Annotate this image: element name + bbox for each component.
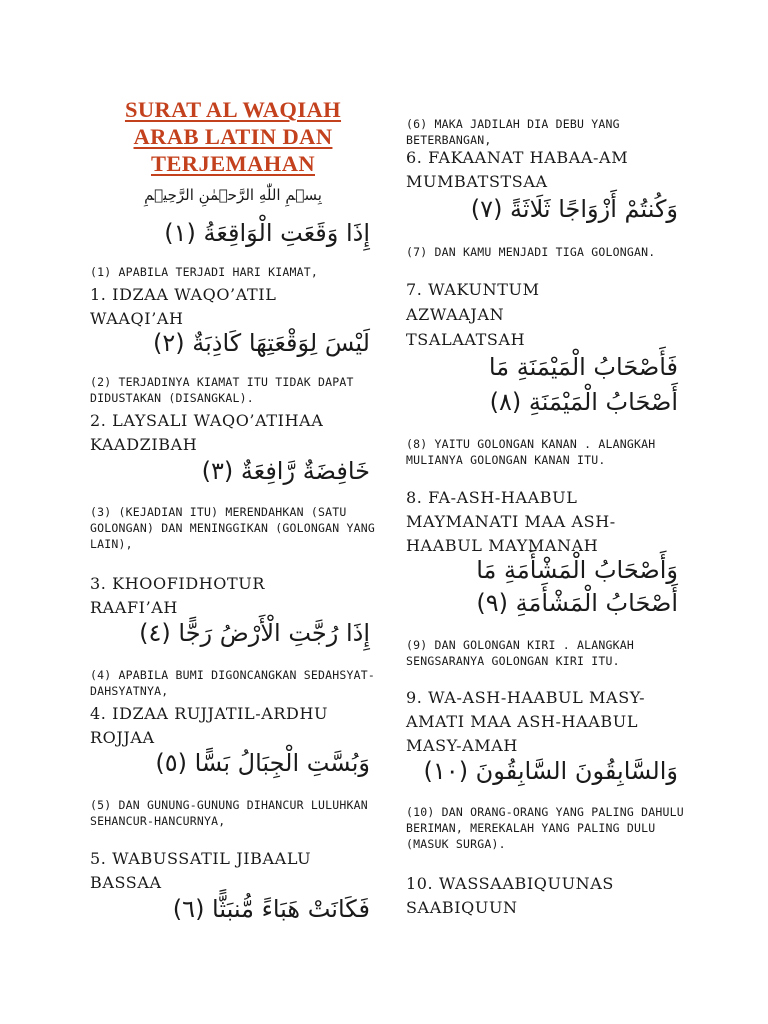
verse-6-latin: 6. FAKAANAT HABAA-AM MUMBATSTSAA	[406, 148, 629, 191]
verse-8-arabic-line-1: فَأَصْحَابُ الْمَيْمَنَةِ مَا	[488, 353, 678, 381]
verse-4-translation: (4) APABILA BUMI DIGONCANGKAN SEDAHSYAT-DAHSYATNYA,	[90, 668, 375, 698]
verse-1-arabic: إِذَا وَقَعَتِ الْوَاقِعَةُ (١)	[164, 219, 370, 247]
verse-1-latin: 1. IDZAA WAQO’ATIL WAAQI’AH	[90, 285, 277, 328]
verse-8-translation: (8) YAITU GOLONGAN KANAN . ALANGKAH MULIANYA GOLONGAN KANAN ITU.	[406, 437, 656, 467]
verse-10-translation: (10) DAN ORANG-ORANG YANG PALING DAHULU BERIMAN, MEREKALAH YANG PALING DULU (MASUK SURGA).	[406, 805, 684, 851]
verse-3-latin: 3. KHOOFIDHOTUR RAAFI’AH	[90, 574, 266, 617]
title-line: SURAT AL WAQIAH	[124, 97, 342, 122]
verse-10-arabic: وَالسَّابِقُونَ السَّابِقُونَ (١٠)	[423, 757, 678, 785]
verse-7-translation: (7) DAN KAMU MENJADI TIGA GOLONGAN.	[406, 245, 656, 259]
verse-3-translation: (3) (KEJADIAN ITU) MERENDAHKAN (SATU GOLONGAN) DAN MENINGGIKAN (GOLONGAN YANG LAIN),	[90, 505, 375, 551]
verse-7-latin: 7. WAKUNTUM AZWAAJAN TSALAATSAH	[406, 280, 540, 349]
bismillah: بِسۡمِ اللّٰهِ الرَّحۡمٰنِ الرَّحِيۡمِ	[144, 186, 322, 204]
title-line: ARAB LATIN DAN	[133, 124, 333, 149]
verse-8-arabic-line-2: أَصْحَابُ الْمَيْمَنَةِ (٨)	[489, 388, 678, 416]
verse-2-translation: (2) TERJADINYA KIAMAT ITU TIDAK DAPAT DIDUSTAKAN (DISANGKAL).	[90, 375, 354, 405]
verse-4-arabic: إِذَا رُجَّتِ الْأَرْضُ رَجًّا (٤)	[139, 619, 370, 647]
verse-5-latin: 5. WABUSSATIL JIBAALU BASSAA	[90, 849, 312, 892]
verse-9-arabic-line-1: وَأَصْحَابُ الْمَشْأَمَةِ مَا	[476, 556, 678, 584]
verse-4-latin: 4. IDZAA RUJJATIL-ARDHU ROJJAA	[90, 704, 329, 747]
verse-10-latin: 10. WASSAABIQUUNAS SAABIQUUN	[406, 874, 614, 917]
verse-1-translation: (1) APABILA TERJADI HARI KIAMAT,	[90, 265, 318, 279]
verse-5-translation: (5) DAN GUNUNG-GUNUNG DIHANCUR LULUHKAN SEHANCUR-HANCURNYA,	[90, 798, 368, 828]
verse-9-arabic-line-2: أَصْحَابُ الْمَشْأَمَةِ (٩)	[476, 589, 678, 617]
verse-7-arabic: وَكُنتُمْ أَزْوَاجًا ثَلَاثَةً (٧)	[470, 195, 678, 223]
verse-6-arabic: فَكَانَتْ هَبَاءً مُّنبَثًّا (٦)	[172, 895, 370, 923]
verse-5-arabic: وَبُسَّتِ الْجِبَالُ بَسًّا (٥)	[155, 749, 370, 777]
verse-2-arabic: لَيْسَ لِوَقْعَتِهَا كَاذِبَةٌ (٢)	[152, 329, 370, 357]
verse-9-latin: 9. WA-ASH-HAABUL MASY- AMATI MAA ASH-HAABUL MASY-AMAH	[406, 688, 646, 755]
verse-2-latin: 2. LAYSALI WAQO’ATIHAA KAADZIBAH	[90, 411, 324, 454]
page-title	[84, 96, 382, 177]
verse-3-arabic: خَافِضَةٌ رَّافِعَةٌ (٣)	[201, 457, 370, 485]
verse-6-translation: (6) MAKA JADILAH DIA DEBU YANG BETERBANGAN,	[406, 117, 620, 147]
title-line: TERJEMAHAN	[150, 151, 315, 176]
verse-8-latin: 8. FA-ASH-HAABUL MAYMANATI MAA ASH- HAABUL MAYMANAH	[406, 488, 616, 555]
verse-9-translation: (9) DAN GOLONGAN KIRI . ALANGKAH SENGSARANYA GOLONGAN KIRI ITU.	[406, 638, 634, 668]
